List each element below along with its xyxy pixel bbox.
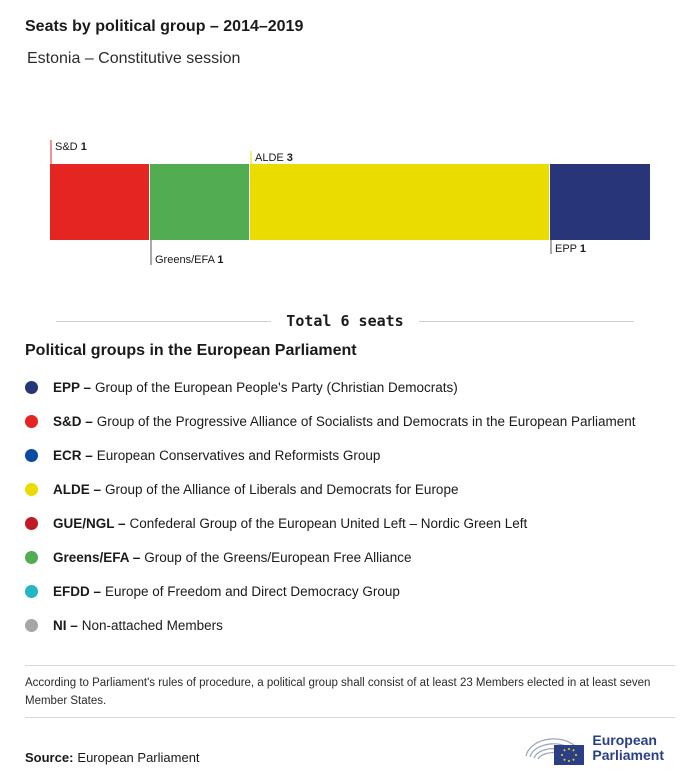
- legend-name: Group of the European People's Party (Christian Democrats): [95, 379, 458, 395]
- legend-abbr: Greens/EFA –: [53, 549, 141, 565]
- legend-item: [25, 608, 685, 642]
- legend-abbr: EPP –: [53, 379, 92, 395]
- european-parliament-logo: [524, 730, 664, 766]
- segment-label: Greens/EFA 1: [155, 254, 224, 266]
- footnote: According to Parliament's rules of procedure, a political group shall consist of at least 23 Members elected in at least seven Member States.: [25, 677, 651, 707]
- legend-color-dot: [25, 449, 38, 462]
- legend: [25, 370, 685, 642]
- bar-segment: [50, 164, 149, 240]
- total-seats: [56, 311, 634, 331]
- legend-color-dot: [25, 381, 38, 394]
- legend-abbr: ALDE –: [53, 481, 102, 497]
- bar-segment: [250, 164, 549, 240]
- legend-color-dot: [25, 585, 38, 598]
- chart-subtitle: Estonia – Constitutive session: [27, 50, 241, 67]
- bar-segment: [150, 164, 249, 240]
- source-label: Source:: [25, 750, 74, 765]
- legend-item: [25, 472, 685, 506]
- legend-item: [25, 438, 685, 472]
- legend-abbr: GUE/NGL –: [53, 515, 126, 531]
- legend-abbr: S&D –: [53, 413, 93, 429]
- segment-label: ALDE 3: [255, 152, 293, 164]
- legend-color-dot: [25, 415, 38, 428]
- divider: [25, 717, 675, 718]
- logo-line-2: Parliament: [592, 747, 664, 763]
- legend-item: [25, 540, 685, 574]
- legend-name: Group of the Alliance of Liberals and Democrats for Europe: [105, 481, 459, 497]
- legend-name: Group of the Greens/European Free Alliance: [144, 549, 412, 565]
- legend-item: [25, 506, 685, 540]
- total-seats-label: Total 6 seats: [274, 312, 415, 330]
- segment-label: S&D 1: [55, 141, 87, 153]
- legend-name: Non-attached Members: [81, 617, 223, 633]
- legend-color-dot: [25, 619, 38, 632]
- legend-color-dot: [25, 551, 38, 564]
- legend-name: Confederal Group of the European United Left – Nordic Green Left: [129, 515, 528, 531]
- logo-line-1: European: [592, 732, 657, 748]
- source: [25, 750, 200, 765]
- legend-name: European Conservatives and Reformists Group: [96, 447, 381, 463]
- legend-item: [25, 370, 685, 404]
- segment-label: EPP 1: [555, 243, 586, 255]
- legend-color-dot: [25, 483, 38, 496]
- bar-segment: [550, 164, 650, 240]
- seats-bar-chart: [0, 130, 700, 280]
- legend-name: Group of the Progressive Alliance of Socialists and Democrats in the European Parliament: [96, 413, 636, 429]
- legend-color-dot: [25, 517, 38, 530]
- legend-abbr: NI –: [53, 617, 78, 633]
- source-value: European Parliament: [77, 750, 200, 765]
- legend-abbr: ECR –: [53, 447, 93, 463]
- divider: [25, 665, 675, 666]
- legend-item: [25, 404, 685, 438]
- legend-title: Political groups in the European Parliament: [25, 342, 357, 359]
- chart-title: Seats by political group – 2014–2019: [25, 18, 304, 35]
- legend-abbr: EFDD –: [53, 583, 102, 599]
- legend-name: Europe of Freedom and Direct Democracy Group: [105, 583, 400, 599]
- parliament-emblem-icon: [524, 730, 586, 766]
- legend-item: [25, 574, 685, 608]
